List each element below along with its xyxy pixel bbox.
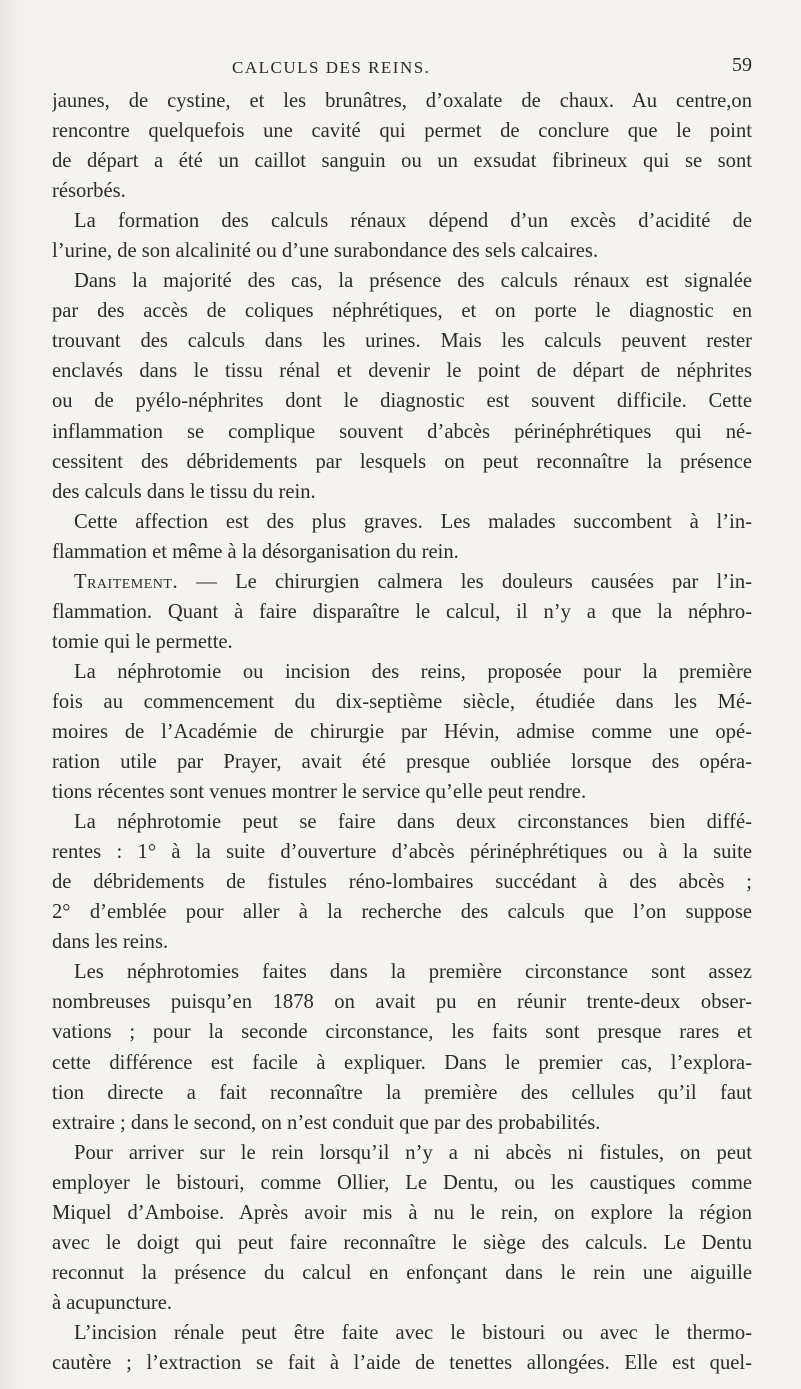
text-line: ou de pyélo-néphrites dont le diagnostic est souvent difficile. Cette <box>52 390 752 413</box>
text-line: Dans la majorité des cas, la présence des calculs rénaux est signalée <box>74 270 752 293</box>
text-line: de débridements de fistules réno-lombaires succédant à des abcès ; <box>52 871 752 894</box>
text-line: cautère ; l’extraction se fait à l’aide de tenettes allongées. Elle est quel- <box>52 1351 752 1374</box>
text-line: nombreuses puisqu’en 1878 on avait pu en réunir trente-deux obser- <box>52 991 752 1014</box>
text-line: tion directe a fait reconnaître la première des cellules qu’il faut <box>52 1081 752 1104</box>
text-line: dans les reins. <box>52 931 169 954</box>
text-line: moires de l’Académie de chirurgie par Hévin, admise comme une opé- <box>52 720 752 743</box>
text-line: à acupuncture. <box>52 1291 173 1314</box>
text-line: trouvant des calculs dans les urines. Mais les calculs peuvent rester <box>52 330 752 353</box>
text-line: 2° d’emblée pour aller à la recherche des calculs que l’on suppose <box>52 901 752 924</box>
text-line: des calculs dans le tissu du rein. <box>52 480 316 503</box>
text-line: La néphrotomie peut se faire dans deux circonstances bien diffé- <box>74 811 752 834</box>
text-line: résorbés. <box>52 180 126 203</box>
text-line: La néphrotomie ou incision des reins, proposée pour la première <box>74 660 752 683</box>
section-heading: Traitement. <box>74 570 179 593</box>
text-line: Cette affection est des plus graves. Les malades succombent à l’in- <box>74 510 752 533</box>
text-line: rencontre quelquefois une cavité qui permet de conclure que le point <box>52 120 752 143</box>
text-line: employer le bistouri, comme Ollier, Le Dentu, ou les caustiques comme <box>52 1171 752 1194</box>
text-line: ration utile par Prayer, avait été presque oubliée lorsque des opéra- <box>52 751 752 774</box>
text-line: Les néphrotomies faites dans la première circonstance sont assez <box>74 961 752 984</box>
text-line: Miquel d’Amboise. Après avoir mis à nu le rein, on explore la région <box>52 1201 752 1224</box>
text-line: rentes : 1° à la suite d’ouverture d’abcès périnéphrétiques ou à la suite <box>52 841 752 864</box>
text-line: fois au commencement du dix-septième siècle, étudiée dans les Mé- <box>52 690 752 713</box>
text-line-rest: — Le chirurgien calmera les douleurs causées par l’in- <box>178 570 752 593</box>
text-line: flammation. Quant à faire disparaître le calcul, il n’y a que la néphro- <box>52 600 752 623</box>
text-line: avec le doigt qui peut faire reconnaître le siège des calculs. Le Dentu <box>52 1231 752 1254</box>
text-line: enclavés dans le tissu rénal et devenir le point de départ de néphrites <box>52 360 752 383</box>
text-line: L’incision rénale peut être faite avec le bistouri ou avec le thermo- <box>74 1321 752 1344</box>
text-line: tions récentes sont venues montrer le service qu’elle peut rendre. <box>52 781 587 804</box>
text-line: l’urine, de son alcalinité ou d’une surabondance des sels calcaires. <box>52 240 599 263</box>
text-line: flammation et même à la désorganisation du rein. <box>52 540 459 563</box>
running-title: CALCULS DES REINS. <box>232 58 431 77</box>
text-line: cessitent des débridements par lesquels on peut reconnaître la présence <box>52 450 752 473</box>
text-line: cette différence est facile à expliquer. Dans le premier cas, l’explora- <box>52 1051 752 1074</box>
body-text <box>52 86 752 1378</box>
text-line: inflammation se complique souvent d’abcès périnéphrétiques qui né- <box>52 420 752 443</box>
text-line: de départ a été un caillot sanguin ou un exsudat fibrineux qui se sont <box>52 150 752 173</box>
text-line: Pour arriver sur le rein lorsqu’il n’y a ni abcès ni fistules, on peut <box>74 1141 752 1164</box>
text-line: extraire ; dans le second, on n’est conduit que par des probabilités. <box>52 1111 601 1134</box>
text-line: reconnut la présence du calcul en enfonçant dans le rein une aiguille <box>52 1261 752 1284</box>
text-line: jaunes, de cystine, et les brunâtres, d’oxalate de chaux. Au centre,on <box>52 90 752 112</box>
running-head <box>0 54 801 86</box>
text-line: par des accès de coliques néphrétiques, et on porte le diagnostic en <box>52 300 752 323</box>
text-line <box>52 567 752 597</box>
text-line: La formation des calculs rénaux dépend d’un excès d’acidité de <box>74 210 752 233</box>
text-line: vations ; pour la seconde circonstance, les faits sont presque rares et <box>52 1021 752 1044</box>
text-line: tomie qui le permette. <box>52 630 233 653</box>
page-number: 59 <box>732 54 752 76</box>
